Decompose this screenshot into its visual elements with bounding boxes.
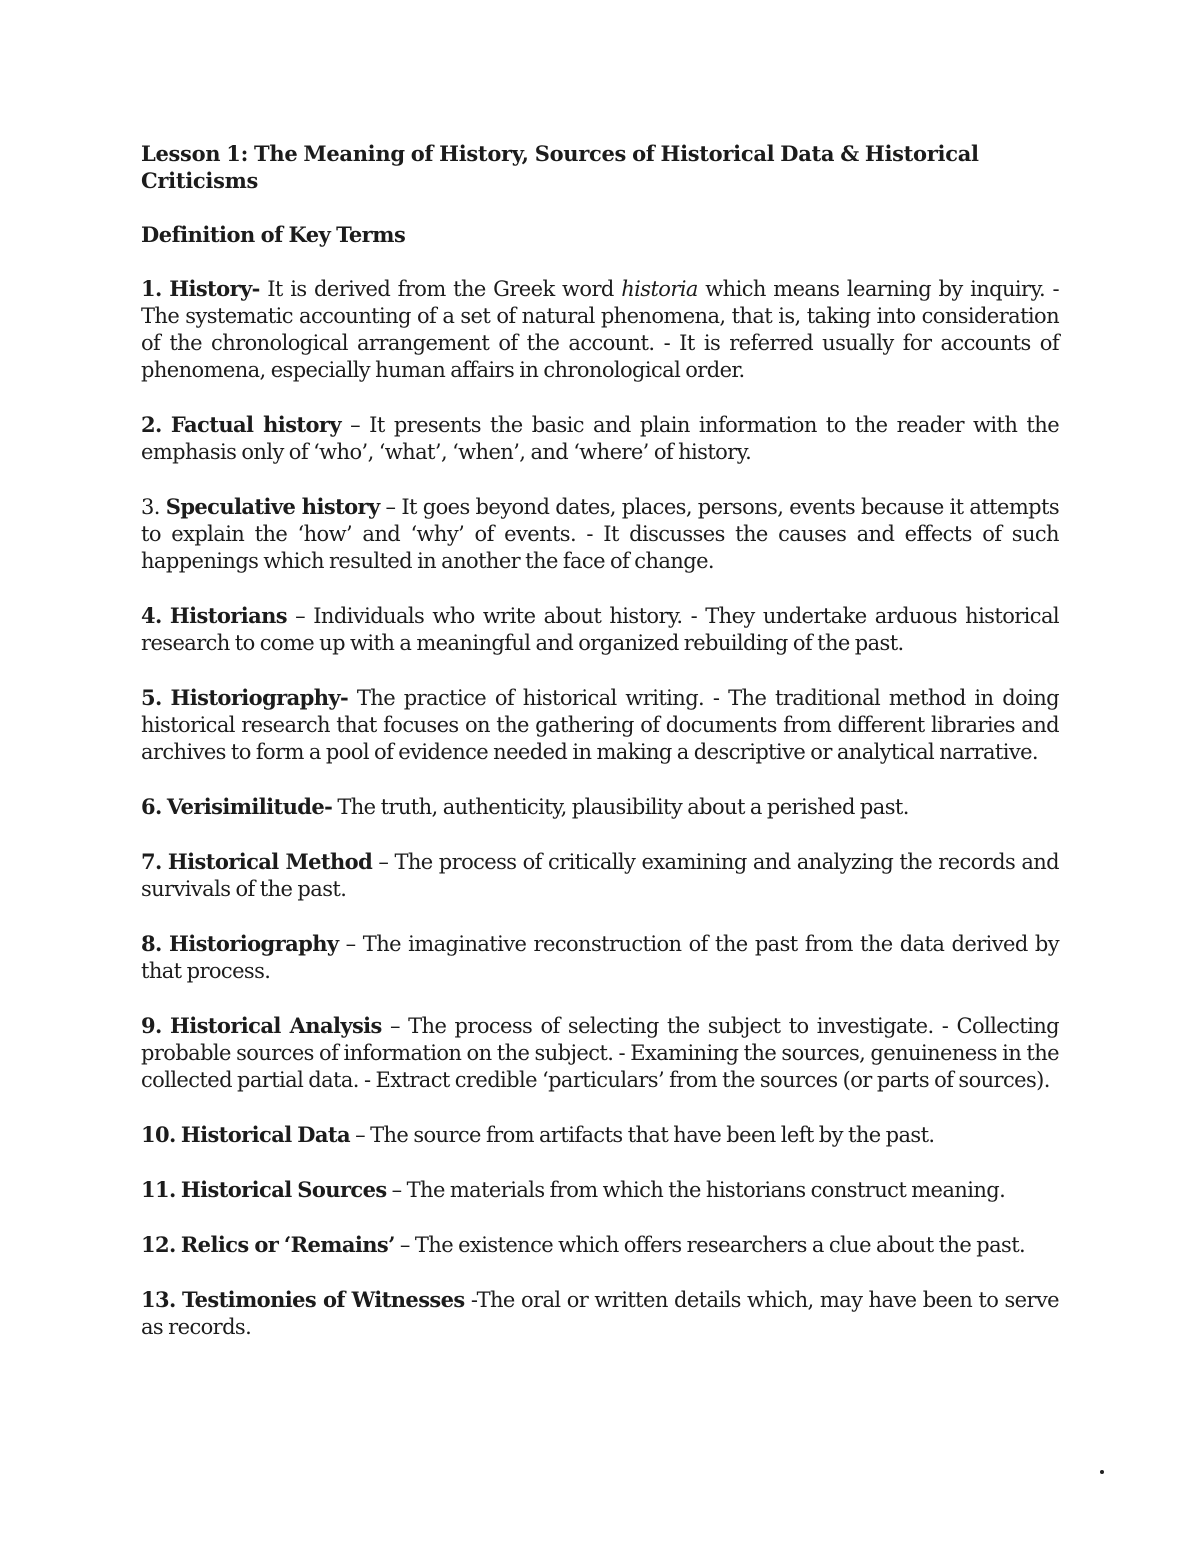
definition-entry <box>141 1012 1059 1094</box>
entry-text: which means learning by inquiry. - The systematic accounting of a set of natural phenomena, that is, taking into consideration of the chronological arrangement of the account. - It is referred usually for accounts of phenomena, especially human affairs in chronological order. <box>141 277 1060 382</box>
entry-term: History- <box>169 276 260 301</box>
definition-entry <box>141 602 1059 657</box>
entry-number: 10. <box>141 1122 176 1147</box>
definition-entry <box>141 684 1059 766</box>
entry-term: Historiography <box>168 931 339 956</box>
entry-text: – Individuals who write about history. - They undertake arduous historical research to come up with a meaningful and organized rebuilding of the past. <box>141 604 1059 655</box>
entry-text: The truth, authenticity, plausibility about a perished past. <box>332 795 909 819</box>
entry-text: – The process of critically examining and analyzing the records and survivals of the past. <box>141 850 1060 901</box>
entry-term: Historical Sources <box>180 1177 387 1202</box>
entry-term: Historians <box>169 603 287 628</box>
entry-text: -The oral or written details which, may have been to serve as records. <box>141 1288 1059 1339</box>
entry-term: Speculative history <box>165 494 380 519</box>
entry-term: Relics or ‘Remains’ <box>180 1232 395 1257</box>
stray-dot-mark <box>1100 1470 1104 1474</box>
entry-number: 7. <box>141 849 162 874</box>
definition-entry <box>141 275 1059 384</box>
definition-entry <box>141 1121 1059 1149</box>
definition-entry <box>141 930 1059 985</box>
entry-term: Historiography- <box>170 685 349 710</box>
entry-number: 2. <box>141 412 162 437</box>
definition-entry <box>141 793 1059 821</box>
entry-text: The practice of historical writing. - The traditional method in doing historical research that focuses on the gathering of documents from different libraries and archives to form a pool of evidence needed in making a descriptive or analytical narrative. <box>141 686 1059 764</box>
definition-entry <box>141 848 1059 903</box>
entry-text: – The existence which offers researchers a clue about the past. <box>394 1233 1026 1257</box>
lesson-title: Lesson 1: The Meaning of History, Sources of Historical Data & Historical Criticisms <box>141 141 979 193</box>
entry-text: It is derived from the Greek word <box>259 277 622 301</box>
entry-text: – The imaginative reconstruction of the past from the data derived by that process. <box>141 932 1059 983</box>
entry-number: 13. <box>141 1287 176 1312</box>
entry-number: 11. <box>141 1177 176 1202</box>
entry-text: – It presents the basic and plain information to the reader with the emphasis only of ‘who’, ‘what’, ‘when’, and ‘where’ of history. <box>141 413 1060 464</box>
entry-term: Factual history <box>170 412 341 437</box>
entry-term: Historical Analysis <box>169 1013 382 1038</box>
entry-number: 9. <box>141 1013 162 1038</box>
entry-number: 1. <box>141 276 162 301</box>
entry-number: 6. <box>141 794 162 819</box>
entry-term: Verisimilitude- <box>166 794 333 819</box>
entry-text: – The source from artifacts that have been left by the past. <box>350 1123 935 1147</box>
definition-entry <box>141 1231 1059 1259</box>
entry-italic-word: historia <box>621 277 698 301</box>
entry-number: 5. <box>141 685 162 710</box>
entry-text: – The process of selecting the subject to investigate. - Collecting probable sources of information on the subject. - Examining the sources, genuineness in the collected partial data. - Extract credible ‘particulars’ from the sources (or parts of sources). <box>141 1014 1059 1092</box>
definition-entry <box>141 411 1059 466</box>
entry-number: 4. <box>141 603 162 628</box>
entry-number: 3. <box>141 495 160 519</box>
entry-text: – It goes beyond dates, places, persons, events because it attempts to explain the ‘how’ and ‘why’ of events. - It discusses the causes and effects of such happenings which resulted in another the face of change. <box>141 495 1059 573</box>
entry-number: 12. <box>141 1232 176 1257</box>
entry-term: Historical Method <box>167 849 373 874</box>
document-page <box>141 140 1059 1368</box>
entry-number: 8. <box>141 931 162 956</box>
definition-entry <box>141 493 1059 575</box>
definition-entry <box>141 1176 1059 1204</box>
section-heading: Definition of Key Terms <box>141 222 406 247</box>
entry-term: Testimonies of Witnesses <box>181 1287 465 1312</box>
entry-text: – The materials from which the historians construct meaning. <box>386 1178 1006 1202</box>
entry-term: Historical Data <box>180 1122 351 1147</box>
definition-entry <box>141 1286 1059 1341</box>
